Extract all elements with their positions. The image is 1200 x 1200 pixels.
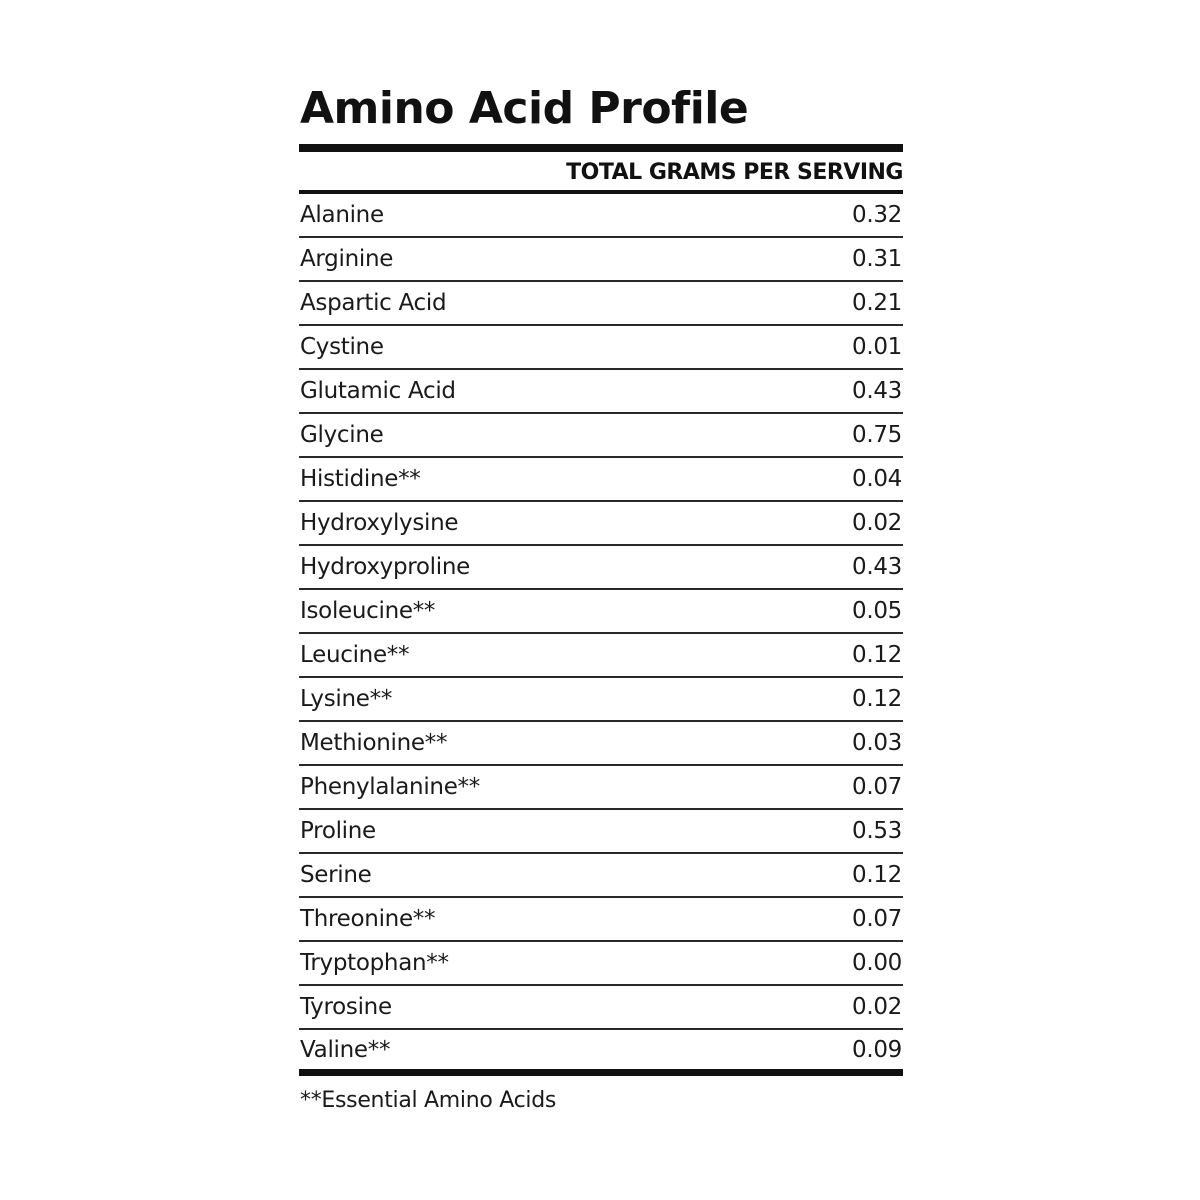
amino-acid-grams: 0.43 — [851, 378, 902, 404]
amino-acid-profile-panel — [299, 84, 903, 1113]
amino-acid-grams: 0.12 — [851, 862, 902, 888]
amino-acid-name: Arginine — [300, 246, 394, 272]
amino-acid-name: Aspartic Acid — [300, 290, 447, 316]
table-row — [299, 502, 903, 546]
amino-acid-name: Tryptophan** — [300, 950, 449, 976]
table-row — [299, 590, 903, 634]
table-row — [299, 854, 903, 898]
amino-acid-grams: 0.32 — [851, 202, 902, 228]
table-row — [299, 1030, 903, 1069]
amino-acid-name: Isoleucine** — [300, 598, 436, 624]
table-row — [299, 678, 903, 722]
amino-acid-grams: 0.09 — [851, 1036, 902, 1063]
table-row — [299, 810, 903, 854]
column-header: TOTAL GRAMS PER SERVING — [566, 159, 903, 185]
amino-acid-grams: 0.07 — [851, 774, 902, 800]
amino-acid-name: Lysine** — [300, 686, 393, 712]
amino-acid-grams: 0.53 — [851, 818, 902, 844]
amino-acid-grams: 0.02 — [851, 994, 902, 1020]
amino-acid-name: Phenylalanine** — [300, 774, 480, 800]
table-row — [299, 282, 903, 326]
table-row — [299, 458, 903, 502]
amino-acid-name: Valine** — [300, 1036, 391, 1063]
table-row — [299, 238, 903, 282]
amino-acid-name: Alanine — [300, 202, 384, 228]
amino-acid-grams: 0.01 — [851, 334, 902, 360]
table-row — [299, 766, 903, 810]
table-row — [299, 326, 903, 370]
table-row — [299, 194, 903, 238]
amino-acid-name: Proline — [300, 818, 376, 844]
table-row — [299, 722, 903, 766]
table-row — [299, 370, 903, 414]
title-divider — [299, 144, 903, 152]
amino-acid-grams: 0.02 — [851, 510, 902, 536]
table-row — [299, 546, 903, 590]
amino-acid-grams: 0.07 — [851, 906, 902, 932]
amino-acid-grams: 0.12 — [851, 642, 902, 668]
amino-acid-name: Cystine — [300, 334, 384, 360]
amino-acid-grams: 0.03 — [851, 730, 902, 756]
amino-acid-name: Serine — [300, 862, 372, 888]
amino-acid-name: Leucine** — [300, 642, 410, 668]
amino-acid-grams: 0.75 — [851, 422, 902, 448]
amino-acid-name: Histidine** — [300, 466, 421, 492]
amino-acid-grams: 0.04 — [851, 466, 902, 492]
amino-acid-grams: 0.05 — [851, 598, 902, 624]
table-row — [299, 942, 903, 986]
amino-acid-grams: 0.12 — [851, 686, 902, 712]
amino-acid-grams: 0.00 — [851, 950, 902, 976]
table-row — [299, 634, 903, 678]
amino-acid-name: Methionine** — [300, 730, 448, 756]
amino-acid-name: Threonine** — [300, 906, 436, 932]
page-title: Amino Acid Profile — [300, 83, 749, 134]
footnote: **Essential Amino Acids — [300, 1088, 557, 1113]
amino-acid-grams: 0.31 — [851, 246, 902, 272]
amino-acid-name: Glycine — [300, 422, 384, 448]
table-row — [299, 986, 903, 1030]
amino-acid-name: Tyrosine — [300, 994, 392, 1020]
amino-acid-name: Hydroxyproline — [300, 554, 470, 580]
amino-acid-name: Hydroxylysine — [300, 510, 459, 536]
amino-acid-name: Glutamic Acid — [300, 378, 456, 404]
table-row — [299, 414, 903, 458]
amino-acid-table — [299, 194, 903, 1069]
amino-acid-grams: 0.43 — [851, 554, 902, 580]
table-row — [299, 898, 903, 942]
table-bottom-divider — [299, 1069, 903, 1076]
amino-acid-grams: 0.21 — [851, 290, 902, 316]
